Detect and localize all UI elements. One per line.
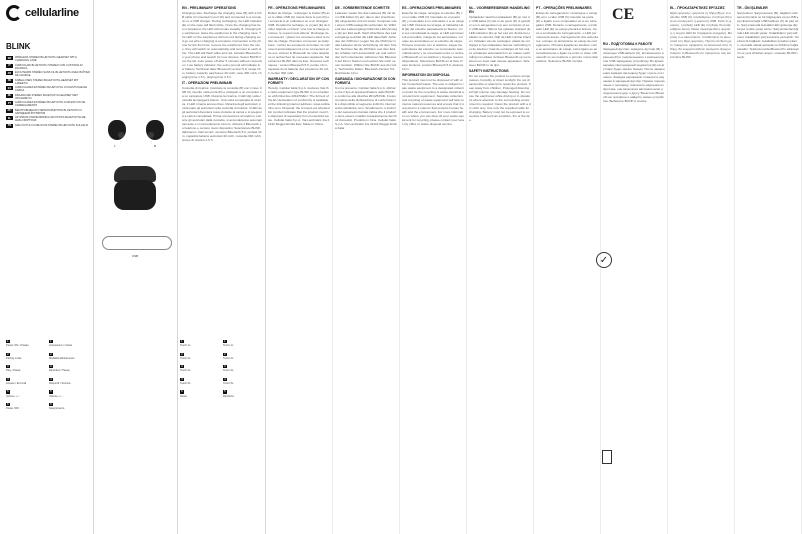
- step-text: Answer / End call: [6, 382, 27, 386]
- weee-bin-icon: [602, 450, 612, 464]
- step-number: 3: [7, 364, 9, 369]
- step-number: 4: [181, 376, 183, 381]
- language-row: [6, 116, 90, 122]
- section-heading: GARANZIA / DICHIARAZIONE DI CONFORMITÀ: [335, 77, 396, 85]
- step-number: 3: [224, 364, 226, 369]
- language-row: [6, 86, 90, 92]
- language-row: [6, 101, 90, 107]
- language-description: ŞARJ KUTULU KABLOSUZ STEREO BLUETOOTH KULAKLIK: [15, 123, 89, 127]
- step-box: [6, 353, 46, 361]
- section-body: Oplaadetui: laad het oplaadetui (B) op met de USB-kabel (C) die in de poort (D) is gestoken en is aangesloten op een computer of een USB-lader. Tijdens het opladen knippert de LED-indicator (E) op het etui wit. Zodra het opladen is voltooid, blijft de LED continu branden. Opladen van de oordopjes: plaats de oordopjes in het oplaadetui. Eerste verbinding met de telefoon: haal de oordopjes uit het etui, ze schakelen automatisch in en maken verbinding met elkaar. Activeer Bluetooth op uw telefoon en zoek naar nieuwe apparaten. Selecteer BLINK in de lijst.: [469, 15, 531, 67]
- step-text: Volume + / -: [49, 394, 63, 398]
- language-description: KABELLOSES STEREO-BLUETOOTH-HEADSET MIT LADEETUI: [15, 78, 79, 85]
- language-row: [6, 79, 90, 85]
- language-description: DRAADLOZE STEREO BLUETOOTH HEADSET MET OPLAADETUI: [15, 93, 78, 100]
- instruction-step: [180, 378, 264, 386]
- instruction-step: [6, 365, 90, 373]
- section-body: Charging case: Recharge the charging case (B) with a USB cable (C) inserted in port (D) and connected to a computer or a USB charger. During recharging, the LED indicator (E) on the case will flash white. Once the charging has been completed, the LED will remain steadily lit. Charging the earphones: place the earphones in the charging case. The LED on the earphones will turn red during charging and go out when charging is complete. Connection to the phone for the first time: remove the earphones from the case, they will switch on automatically and connect to each other. The LED will flash white and red. Activate Bluetooth on your phone and search for new devices. Select BLINK from the list. Auto power off after 5 minutes without connection. Low battery indicator: the voice prompt will indicate low battery. Technical data: Bluetooth version 5.0, range 10 m, battery capacity earphones 40 mAh, case 300 mAh, charging time 1.5 h, playing time 3.5 h.: [182, 11, 262, 79]
- section-body: Estuche de carga: recargue el estuche (B) con el cable USB (C) insertado en el puerto (D) y conectado a un ordenador o a un cargador USB. Durante la recarga, el indicador LED (E) del estuche parpadeará en blanco. Una vez completada la carga, el LED permanecerá encendido. Carga de los auriculares: coloque los auriculares en el estuche de carga. Primera conexión con el teléfono: saque los auriculares del estuche, se encenderán automáticamente y se conectarán entre sí. Active el Bluetooth en su teléfono y busque nuevos dispositivos. Seleccione BLINK en la lista. Datos técnicos: versión Bluetooth 5.0, alcance 10 m.: [402, 11, 464, 71]
- step-text: Touch 1x: [180, 344, 191, 348]
- section-body: Con la presente, Cellular Italia S.p.A. dichiara che il tipo di apparecchiatura radio BLINK è conforme alla direttiva 2014/53/UE. Il testo completo della dichiarazione di conformità UE è disponibile al seguente indirizzo internet: www.cellularline.com. Smaltimento: il simbolo del cassonetto barrato indica che il prodotto deve essere smaltito separatamente dai rifiuti domestici. Prodotto in Cina. Cellular Italia S.p.A. Via Lambrakis 1/a 42122 Reggio Emilia Italia.: [335, 86, 397, 130]
- step-text: Volume + / -: [6, 394, 20, 398]
- step-number: 4: [224, 376, 226, 381]
- step-number: 3: [181, 364, 183, 369]
- step-text: Tocco 5s: [223, 382, 234, 386]
- language-code: PT: [7, 101, 12, 105]
- text-column: [668, 0, 735, 534]
- step-number: 4: [50, 376, 52, 381]
- section-heading: IT - OPERAZIONI PRELIMINARI: [182, 81, 233, 85]
- step-text: Spegnimento: [49, 407, 65, 411]
- text-column: [735, 0, 802, 534]
- language-code: ES: [7, 86, 12, 90]
- section-body: Şarj kutusu: Şarj kutusunu (B), bağlantı noktasına (D) takılı ve bir bilgisayara veya USB şarj cihazına bağlı USB kablosu (C) ile şarj edin. Şarj sırasında kutudaki LED gösterge (E) beyaz renkte yanıp söner. Şarj tamamlandığında LED sürekli yanar. Kulaklıkların şarj edilmesi: kulaklıkları şarj kutusuna yerleştirin. Telefona ilk bağlantı: kulaklıkları kutudan çıkarın, otomatik olarak açılacak ve birbirine bağlanacaktır. Telefonunuzda Bluetooth'u etkinleştirin ve yeni cihazları arayın. Listeden BLINK'i seçin.: [737, 11, 799, 59]
- step-number: 5: [224, 389, 226, 394]
- usb-cable-icon: [102, 236, 172, 250]
- step-number: 4: [7, 376, 9, 381]
- step-text: Tocco 1x: [223, 344, 234, 348]
- step-box: [49, 378, 89, 386]
- language-code: NL: [7, 94, 12, 97]
- step-box: [180, 390, 220, 398]
- step-box: [223, 390, 263, 398]
- step-number: 1: [181, 339, 183, 343]
- step-number: 1: [50, 339, 52, 343]
- step-box: [180, 353, 220, 361]
- step-text: Tocco 2x: [223, 356, 234, 360]
- model-title: BLINK: [6, 42, 31, 51]
- text-column: [333, 0, 400, 534]
- language-list: [6, 56, 90, 129]
- section-body: Hereby, Cellular Italia S.p.A. declares that the radio equipment type BLINK is in compliance with Directive 2014/53/EU. The full text of the EU declaration of conformity is available at the following internet address: www.cellularline.com. Disposal: the crossed-out wheeled bin symbol indicates that the product must be disposed of separately from household waste. Cellular Italia S.p.A. Via Lambrakis 1/a 42122 Reggio Emilia Italy. Made in China.: [268, 86, 330, 126]
- conformity-area: [612, 6, 658, 24]
- step-text: Touch 5s: [180, 382, 191, 386]
- charging-case-icon: [114, 180, 156, 210]
- step-box: [223, 340, 263, 348]
- section-heading: SAFETY INSTRUCTIONS: [469, 69, 509, 73]
- right-earbud-icon: [146, 120, 164, 140]
- section-body: This product must not be disposed of with other household waste. The user is obliged to take waste equipment to a designated collection point for the recycling of waste electrical and electronic equipment. Separate collection and recycling of waste equipment will help conserve natural resources and ensure that it is recycled in a manner that protects human health and the environment. For more information on where you can drop off your waste equipment for recycling, please contact your local city office or waste disposal service.: [402, 78, 464, 126]
- section-body: Do not expose the product to extreme temperatures, humidity or direct sunlight. Do not disassemble or attempt to repair the product. Keep away from children. Prolonged listening at high volume may damage hearing. Do not use the earphones while driving or in situations where attention to the surrounding environment is required. Clean the product with a dry cloth only. Use only the supplied cable for charging. Battery must not be exposed to excessive heat such as sunshine, fire or the like.: [469, 74, 531, 122]
- step-box: [6, 403, 46, 411]
- instruction-step: [6, 353, 90, 361]
- section-heading: DE - VORBEREITENDE SCHRITTE: [335, 6, 390, 10]
- step-number: 6: [50, 401, 52, 406]
- brand-name: cellularline: [25, 7, 79, 19]
- text-column: [467, 0, 534, 534]
- usb-label: USB: [132, 254, 139, 258]
- step-box: [6, 365, 46, 373]
- language-code: TR: [7, 124, 12, 127]
- step-text: Touch 3s: [180, 369, 191, 373]
- text-column: [534, 0, 601, 534]
- right-label: R: [154, 144, 157, 148]
- step-text: Accensione / Carica: [49, 344, 73, 348]
- cover-panel: [0, 0, 94, 534]
- language-code: DE: [7, 79, 12, 82]
- section-heading: INFORMATION ON DISPOSAL: [402, 73, 450, 77]
- section-heading: PT - OPERAÇÕES PRELIMINARES: [536, 6, 592, 10]
- step-text: Tocco 3s: [223, 369, 234, 373]
- language-description: AURICOLARI BLUETOOTH STEREO CON CUSTODIA DI RICARICA: [15, 63, 83, 70]
- section-body: Θήκη φόρτισης: φορτίστε τη θήκη (B) με το καλώδιο USB (C) συνδεδεμένο στη θύρα (D) και σε υπολογιστή ή φορτιστή USB. Κατά τη φόρτιση, η ένδειξη LED (E) στη θήκη θα αναβοσβήνει λευκή. Μόλις ολοκληρωθεί η φόρτιση, η λυχνία LED θα παραμείνει αναμμένη. Φόρτιση των ακουστικών: τοποθετήστε τα ακουστικά στη θήκη φόρτισης. Πρώτη σύνδεση με το τηλέφωνο: αφαιρέστε τα ακουστικά από τη θήκη, θα ενεργοποιηθούν αυτόματα. Ενεργοποιήστε το Bluetooth του τηλεφώνου σας και επιλέξτε BLINK.: [670, 11, 732, 59]
- language-description: AURICULARES ESTÉREO BLUETOOTH CON ESTUCHE DE CARGA: [15, 86, 88, 92]
- instruction-step: [6, 378, 90, 386]
- language-description: WIRELESS STEREO BLUETOOTH HEADSET WITH CHARGING CASE: [15, 56, 77, 62]
- step-box: [49, 390, 89, 398]
- step-box: [49, 340, 89, 348]
- left-earbud-icon: [108, 120, 126, 140]
- step-box: [6, 390, 46, 398]
- section-body: Ladeetui: Laden Sie das Ladeetui (B) mit dem USB-Kabel (C) auf, das in den Anschluss (D) eingesteckt und mit einem Computer oder einem USB-Ladegerät verbunden ist. Während des Ladevorgangs blinkt die LED-Anzeige (E) am Etui weiß. Nach Abschluss des Ladevorgangs leuchtet die LED dauerhaft. Aufladen der Ohrhörer: Legen Sie die Ohrhörer in das Ladeetui. Erste Verbindung mit dem Telefon: Nehmen Sie die Ohrhörer aus dem Etui, sie schalten sich automatisch ein und verbinden sich miteinander. Aktivieren Sie Bluetooth auf Ihrem Telefon und suchen Sie nach neuen Geräten. Wählen Sie BLINK aus der Liste. Technische Daten: Bluetooth-Version 5.0, Reichweite 10 m.: [335, 11, 397, 75]
- step-number: 2: [50, 351, 52, 356]
- instruction-step: [180, 365, 264, 373]
- language-code: IT: [6, 64, 13, 68]
- step-box: [180, 378, 220, 386]
- text-column: [180, 0, 264, 330]
- step-text: Reset: [180, 394, 187, 398]
- section-body: Custodia di ricarica: ricaricare la custodia (B) con il cavo USB (C) inserito nella porta (D) e collegato a un computer o a un caricatore USB. Durante la ricarica, il LED (E) sulla custodia lampeggerà bianco. Una volta completata la ricarica, il LED rimarrà acceso fisso. Ricarica degli auricolari: posizionare gli auricolari nella custodia di ricarica. Il LED degli auricolari diventerà rosso durante la carica e si spegnerà a carica completata. Prima connessione al telefono: estrarre gli auricolari dalla custodia, si accenderanno automaticamente e si connetteranno tra loro. Attivare il Bluetooth sul telefono e cercare nuovi dispositivi. Selezionare BLINK dall'elenco. Dati tecnici: versione Bluetooth 5.0, portata 10 m, capacità batteria auricolari 40 mAh, custodia 300 mAh, tempo di ricarica 1,5 h.: [182, 86, 262, 142]
- check-mark-icon: ✓: [596, 252, 612, 268]
- step-number: 5: [50, 389, 52, 394]
- instruction-step: [6, 340, 90, 348]
- text-column: [266, 0, 333, 534]
- step-box: [49, 365, 89, 373]
- brand-mark-icon: [6, 5, 22, 21]
- step-number: 2: [7, 351, 9, 356]
- language-description: AURICULARES ESTÉREO BLUETOOTH COM ESTOJO DE CARREGAMENTO: [15, 101, 86, 107]
- step-text: Riproduci / Pausa: [49, 369, 70, 373]
- brand-logo: [6, 5, 79, 21]
- section-heading: WARRANTY / DECLARATION OF CONFORMITY: [268, 77, 329, 85]
- product-diagram: [94, 0, 178, 534]
- step-text: Rispondi / Termina: [49, 382, 71, 386]
- step-text: Pairing mode: [6, 356, 22, 360]
- language-description: ΑΣΥΡΜΑΤΑ ΣΤΕΡΕΟΦΩΝΙΚΑ ΑΚΟΥΣΤΙΚΑ BLUETOOTH ΜΕ ΘΗΚΗ ΦΟΡΤΙΣΗΣ: [15, 116, 86, 122]
- instruction-step: [180, 353, 264, 361]
- language-row: [6, 71, 90, 77]
- step-text: Modalità abbinamento: [49, 356, 75, 360]
- left-label: L: [114, 144, 116, 148]
- step-box: [49, 403, 89, 411]
- instruction-step: [180, 390, 264, 398]
- step-number: 1: [224, 339, 226, 343]
- section-heading: EN - PRELIMINARY OPERATIONS: [182, 6, 237, 10]
- step-text: Power OFF: [6, 407, 20, 411]
- step-number: 2: [224, 351, 226, 356]
- section-body: Зарядный футляр: зарядите футляр (B) с помощью USB-кабеля (C), вставленного в разъем (D) и подключенного к компьютеру или USB-зарядному устройству. Во время зарядки светодиодный индикатор (E) на футляре будет мигать белым. После завершения зарядки светодиод будет гореть постоянно. Зарядка наушников: поместите наушники в зарядный футляр. Первое подключение к телефону: извлеките наушники из футляра, они включатся автоматически и подключатся друг к другу. Включите Bluetooth на телефоне и найдите новые устройства. Выберите BLINK в списке.: [603, 47, 665, 103]
- ce-mark: CE: [612, 6, 635, 23]
- step-text: Touch 2x: [180, 356, 191, 360]
- section-body: Estojo de carregamento: recarregue o estojo (B) com o cabo USB (C) inserido na porta (D) e ligado a um computador ou a um carregador USB. Durante o carregamento, o indicador LED (E) no estojo piscará a branco. Após a conclusão do carregamento, o LED permanecerá aceso. Carregamento dos auriculares: coloque os auriculares no estojo de carregamento. Primeira ligação ao telefone: retire os auriculares do estojo, estes ligam-se automaticamente e ligam-se entre si. Ative o Bluetooth no seu telefone e procure novos dispositivos. Selecione BLINK na lista.: [536, 11, 598, 63]
- text-column: [400, 0, 467, 534]
- section-heading: NL - VOORBEREIDENDE HANDELINGEN: [469, 6, 530, 14]
- language-row: [6, 94, 90, 100]
- language-code: RU: [7, 109, 12, 112]
- step-box: [223, 365, 263, 373]
- step-text: Play / Pause: [6, 369, 21, 373]
- steps-right: [180, 340, 264, 403]
- instruction-step: [6, 403, 90, 411]
- language-row: [6, 56, 90, 62]
- step-box: [180, 340, 220, 348]
- section-heading: RU - ПОДГОТОВКА К РАБОТЕ: [603, 42, 653, 46]
- step-box: [180, 365, 220, 373]
- language-code: FR: [7, 71, 12, 75]
- step-box: [223, 378, 263, 386]
- step-box: [6, 340, 46, 348]
- diagram-panel: [94, 0, 178, 534]
- instruction-step: [180, 340, 264, 348]
- step-text: Power ON / Charge: [6, 344, 29, 348]
- language-description: ÉCOUTEURS STÉRÉO SANS FIL BLUETOOTH AVEC BOÎTIER DE CHARGE: [15, 71, 90, 77]
- language-row: [6, 124, 90, 128]
- step-number: 5: [181, 389, 183, 394]
- step-number: 6: [7, 401, 9, 406]
- step-number: 5: [7, 389, 9, 394]
- section-heading: ES - OPERACIONES PRELIMINARES: [402, 6, 462, 10]
- language-description: БЕСПРОВОДНАЯ СТЕРЕОГАРНИТУРА BLUETOOTH С ЗАРЯДНЫМ ФУТЛЯРОМ: [15, 108, 83, 115]
- text-panel-3: [178, 0, 266, 534]
- step-number: 3: [50, 364, 52, 369]
- step-box: [49, 353, 89, 361]
- step-number: 1: [7, 339, 9, 343]
- section-heading: EL - ΠΡΟΚΑΤΑΡΚΤΙΚΕΣ ΕΡΓΑΣΙΕΣ: [670, 6, 725, 10]
- section-body: Boîtier de charge : rechargez le boîtier (B) avec le câble USB (C) inséré dans le port (D) et connecté à un ordinateur ou à un chargeur USB. Pendant la recharge, le voyant (E) du boîtier clignote en blanc. Une fois la charge terminée, le voyant reste allumé. Recharge des écouteurs : placez les écouteurs dans le boîtier de charge. Première connexion au téléphone : retirez les écouteurs du boîtier, ils s'allument automatiquement et se connectent entre eux. Activez le Bluetooth de votre téléphone et recherchez de nouveaux appareils. Sélectionnez BLINK dans la liste. Données techniques : version Bluetooth 5.0, portée 10 m, capacité de la batterie des écouteurs 40 mAh, boîtier 300 mAh.: [268, 11, 330, 75]
- step-box: [223, 353, 263, 361]
- step-text: Ripristino: [223, 394, 234, 398]
- step-number: 2: [181, 351, 183, 356]
- steps-left: [6, 340, 90, 416]
- step-box: [6, 378, 46, 386]
- language-row: [6, 64, 90, 70]
- section-heading: TR - ÖN İŞLEMLER: [737, 6, 768, 10]
- language-row: [6, 109, 90, 115]
- instruction-step: [6, 390, 90, 398]
- language-code: EN: [7, 56, 12, 60]
- section-heading: FR - OPÉRATIONS PRÉLIMINAIRES: [268, 6, 326, 10]
- language-code: EL: [7, 116, 12, 120]
